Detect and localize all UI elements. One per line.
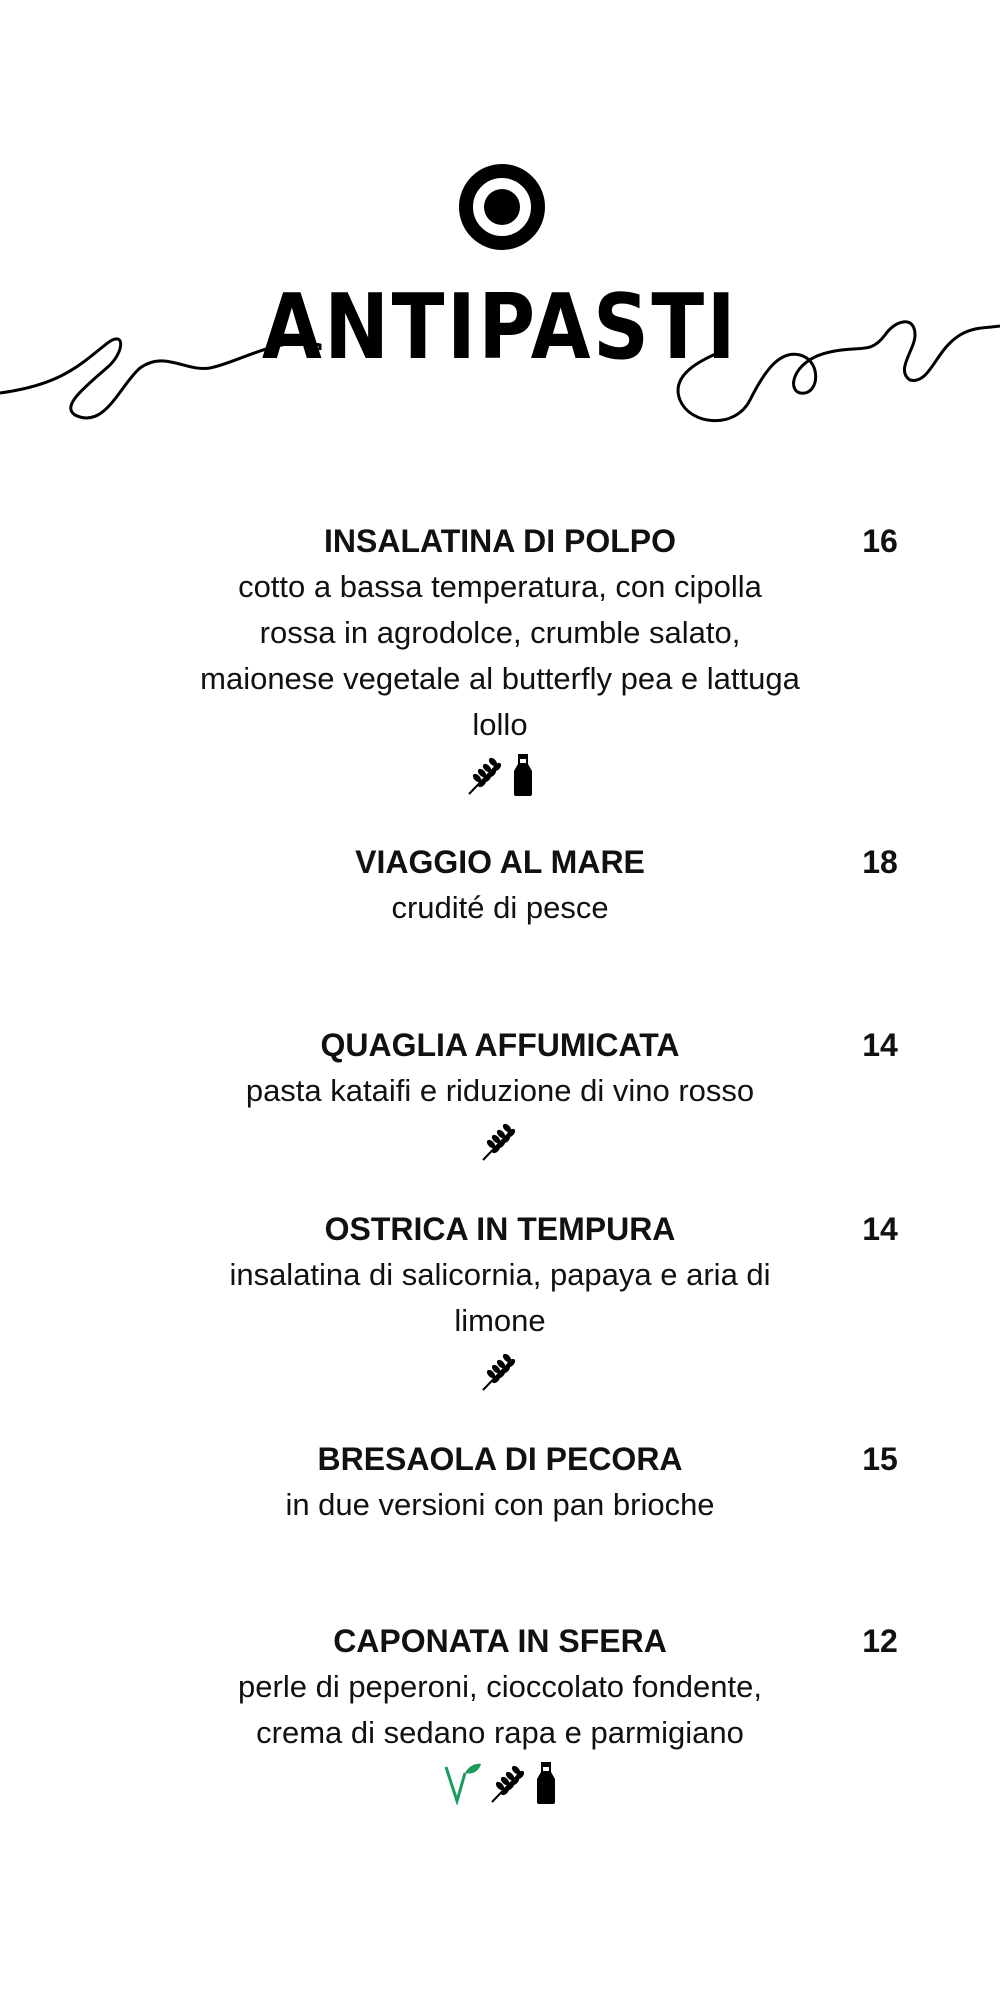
milk-bottle-icon [535,1761,557,1805]
wheat-icon [489,1762,529,1804]
menu-item-name: INSALATINA DI POLPO [324,523,676,559]
menu-item-description: crudité di pesce [391,890,609,925]
allergen-icons [200,1118,800,1164]
allergen-icons [200,1760,800,1806]
menu-item-name: CAPONATA IN SFERA [333,1623,667,1659]
wheat-icon [466,754,506,796]
menu-item-price: 18 [862,844,898,880]
page-title: ANTIPASTI [261,275,739,380]
menu-item-price: 15 [862,1441,898,1477]
menu-item-name: VIAGGIO AL MARE [355,844,645,880]
menu-item-name: QUAGLIA AFFUMICATA [320,1027,680,1063]
menu-item-description: insalatina di salicornia, papaya e aria di limone [229,1257,771,1338]
menu-item [200,1436,800,1528]
menu-item [200,1206,800,1394]
menu-item-price: 14 [862,1211,898,1247]
brand-logo [458,163,546,251]
menu-item-description: pasta kataifi e riduzione di vino rosso [245,1073,755,1108]
menu-item-description: in due versioni con pan brioche [285,1487,715,1522]
menu-item-price: 12 [862,1623,898,1659]
allergen-icons [200,1348,800,1394]
menu-item [200,839,800,931]
menu-item-price: 14 [862,1027,898,1063]
allergen-icons [200,752,800,798]
menu-item-price: 16 [862,523,898,559]
menu-item-description: cotto a bassa temperatura, con cipolla rossa in agrodolce, crumble salato, maionese vegetale al butterfly pea e lattuga lollo [200,569,800,742]
milk-bottle-icon [512,753,534,797]
wheat-icon [480,1120,520,1162]
menu-item [200,518,800,798]
menu-item-description: perle di peperoni, cioccolato fondente, crema di sedano rapa e parmigiano [238,1669,762,1750]
wheat-icon [480,1350,520,1392]
menu-item-name: BRESAOLA DI PECORA [317,1441,683,1477]
menu-item [200,1618,800,1806]
vegetarian-icon [443,1761,483,1805]
menu-item [200,1022,800,1164]
menu-item-name: OSTRICA IN TEMPURA [324,1211,676,1247]
